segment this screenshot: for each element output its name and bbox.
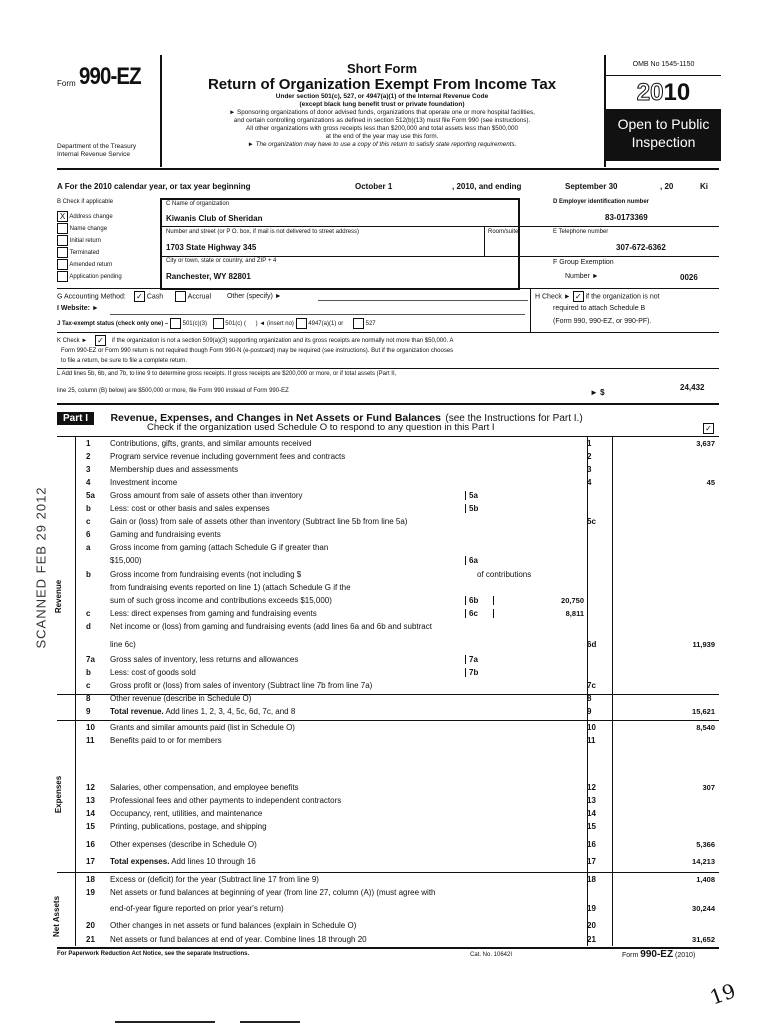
l-text-2: line 25, column (B) below) are $500,000 or more, file Form 990 instead of Form 990-EZ [57,388,289,394]
line-value-9[interactable]: 15,621 [692,707,715,716]
h-text-3: (Form 990, 990-EZ, or 990-PF). [553,318,652,325]
line-description: Gross amount from sale of assets other than inventory [110,491,303,500]
tax-exempt-status-row [57,318,376,329]
form-id-block [57,55,162,167]
checkbox-accrual[interactable] [175,291,186,302]
line-code: 14 [587,809,596,818]
h-text-2: required to attach Schedule B [553,305,646,312]
checkbox-label: Address change [69,214,113,221]
line-code: 21 [587,935,596,944]
line-code: 16 [587,840,596,849]
street-label: Number and street (or P O. box, if mail is not delivered to street address) [166,229,359,235]
line-code: 8 [587,694,592,703]
h-label: H Check ► [535,293,571,301]
checkbox-icon[interactable] [57,259,68,270]
line-3-row [75,465,718,478]
line-16-row [75,840,718,853]
website-label: I Website: ► [57,305,99,312]
org-name-value[interactable]: Kiwanis Club of Sheridan [166,214,263,223]
line-number: 20 [86,921,95,930]
open-to-public [606,109,721,161]
line-description: Other expenses (describe in Schedule O) [110,840,257,849]
city-label: City or town, state or country, and ZIP + 4 [166,258,277,264]
line-number: 8 [86,694,91,703]
header-rule [57,168,719,170]
ein-label: D Employer identification number [553,199,650,205]
of-contributions-label: of contributions [477,570,532,579]
line-value-19[interactable]: 30,244 [692,904,715,913]
checkbox-label: Application pending [69,274,122,281]
checkbox-address-change[interactable] [57,211,122,223]
year-bold: 10 [663,79,691,106]
checkbox-4947[interactable] [296,318,307,329]
line-code: 6c [465,609,493,618]
tax-exempt-label: J Tax-exempt status (check only one) – [57,321,169,328]
checkbox-icon[interactable] [57,223,68,234]
line-number: 6 [86,530,91,539]
line-description: Gain or (loss) from sale of assets other than inventory (Subtract line 5b from line 5a) [110,517,408,526]
line-description-bold: Total revenue. [110,707,164,716]
line-number: c [86,681,91,690]
line-code: 18 [587,875,596,884]
divider [518,256,719,257]
l-arrow: ► $ [590,388,605,397]
sponsoring-1: ► Sponsoring organizations of donor advised funds, organizations that operate one or more hospital facilities, [229,109,535,116]
org-name-label: C Name of organization [166,201,230,207]
line-description: Gross income from fundraising events (not including $ [110,570,302,579]
line-description: sum of such gross income and contributions exceeds $15,000) [110,596,332,605]
accounting-method-label: G Accounting Method: [57,293,126,301]
bottom-bleed-rule [240,1021,300,1023]
divider [162,226,518,227]
checkbox-label: Terminated [69,250,100,257]
line-value-6c[interactable]: 8,811 [493,609,584,618]
line-number: 3 [86,465,91,474]
sponsoring-2: and certain controlling organizations as defined in section 512(b)(13) must file Form 990 (see instructions). [233,117,531,124]
checkbox-label: Name change [69,226,108,233]
line-number: b [86,668,91,677]
line-code: 17 [587,857,596,866]
form-label: Form [57,79,76,88]
title-short: Short Form [346,61,418,76]
line-description: $15,000) [110,556,142,565]
line-number: 19 [86,888,95,897]
line-code: 7c [587,681,596,690]
line-6d-row-2 [75,640,718,653]
open-public-line1: Open to Public [617,116,710,132]
line-code: 20 [587,921,596,930]
line-description: Excess or (deficit) for the year (Subtract line 17 from line 9) [110,875,319,884]
schedule-b-check [535,291,660,302]
divider [57,436,719,437]
section-b-label: B Check if applicable [57,199,114,205]
other-method-label: Other (specify) ► [226,293,282,301]
line-description: Salaries, other compensation, and employee benefits [110,783,299,792]
line-number: 11 [86,736,95,745]
line-number: b [86,504,91,513]
checkbox-icon[interactable] [57,235,68,246]
checkbox-icon[interactable] [57,271,68,282]
line-number: 2 [86,452,91,461]
line-6b-row-3 [75,596,718,609]
section-k [57,335,719,366]
line-code: 6b [465,596,493,605]
end-year-label: , 20 [660,182,674,191]
line-description: Grants and similar amounts paid (list in Schedule O) [110,723,295,732]
checkbox-k[interactable]: ✓ [95,335,106,346]
checkbox-name-change[interactable] [57,223,122,235]
divider [57,368,719,369]
line-number: 16 [86,840,95,849]
tax-year-end[interactable]: September 30 [565,182,618,191]
divider [57,332,719,333]
line-description-bold: Total expenses. [110,857,170,866]
line-description: Less: direct expenses from gaming and fundraising events [110,609,317,618]
room-suite-label: Room/suite [488,229,519,235]
line-value-6b[interactable]: 20,750 [493,596,584,605]
line-code: 6d [587,640,597,649]
group-number-label: Number ► [565,273,599,280]
line-number: 18 [86,875,95,884]
line-description: Gross profit or (loss) from sales of inventory (Subtract line 7b from line 7a) [110,681,373,690]
other-specify-field[interactable] [318,300,528,301]
line-number: 5a [86,491,95,500]
line-6b-row-1 [75,570,718,583]
line-11-row [75,736,718,749]
department [57,143,136,159]
line-code: 7a [465,655,493,664]
line-description: Investment income [110,478,178,487]
line-4-row [75,478,718,491]
part1-bottom-rule [57,947,719,949]
all-other-2: at the end of the year may use this form. [325,133,439,140]
paperwork-notice: For Paperwork Reduction Act Notice, see the separate Instructions. [57,951,250,957]
line-value-1[interactable]: 3,637 [696,439,715,448]
line-value-16[interactable]: 5,366 [696,840,715,849]
line-code: 6a [465,556,493,565]
checkbox-label: Initial return [69,238,102,245]
checkbox-cash[interactable]: ✓ [134,291,145,302]
line-description: Program service revenue including government fees and contracts [110,452,346,461]
k-text-2: Form 990-EZ or Form 990 return is not required though Form 990-N (e-postcard) may be required (see instructions). But if the organization chooses [61,348,454,355]
line-code: 10 [587,723,596,732]
footer-form-label: Form [622,952,639,959]
tax-year-begin[interactable]: October 1 [355,182,393,191]
h-text-1: if the organization is not [585,293,660,301]
line-description: Net income or (loss) from gaming and fundraising events (add lines 6a and 6b and subtract [110,622,432,631]
line-code: 15 [587,822,596,831]
line-14-row [75,809,718,822]
line-code: 9 [587,707,592,716]
line-number: 4 [86,478,91,487]
line-description: Printing, publications, postage, and shipping [110,822,267,831]
under-section: Under section 501(c), 527, or 4947(a)(1) of the Internal Revenue Code [275,93,489,100]
line-number: 10 [86,723,95,732]
footer-form-number: 990-EZ [640,949,674,960]
insert-no: ) ◄ (insert no) [255,321,294,328]
part1-title: Revenue, Expenses, and Changes in Net Assets or Fund Balances [110,412,441,424]
line-description: Membership dues and assessments [110,465,239,474]
line-code: 3 [587,465,592,474]
line-8-row [75,694,718,707]
scanned-stamp: SCANNED FEB 29 2012 [33,486,49,649]
line-7c-row [75,681,718,694]
phone-value[interactable]: 307-672-6362 [616,243,666,252]
checkbox-icon[interactable] [57,247,68,258]
accounting-method-row [57,291,282,302]
line-number: 9 [86,707,91,716]
line-10-row [75,723,718,736]
form-title-block [162,55,602,167]
form-number: 990-EZ [79,63,141,90]
line-6-row [75,530,718,543]
divider [484,226,485,256]
line-description: Net assets or fund balances at end of year. Combine lines 18 through 20 [110,935,367,944]
line-code: 11 [587,736,596,745]
line-value-6d[interactable]: 11,939 [692,640,715,649]
line-5b-row [75,504,718,517]
line-description: Contributions, gifts, grants, and similar amounts received [110,439,312,448]
line-code: 19 [587,904,596,913]
line-19-row-2 [75,904,718,917]
part1-tag: Part I [57,412,94,425]
opt-501c3: 501(c)(3) [182,321,207,328]
checkbox-schedule-b[interactable]: ✓ [573,291,584,302]
line-number: c [86,609,91,618]
line-number: 13 [86,796,95,805]
group-number-value[interactable]: 0026 [680,273,698,282]
line-value-17[interactable]: 14,213 [692,857,715,866]
line-number: 7a [86,655,95,664]
checkbox-initial-return[interactable] [57,235,122,247]
checkbox-527[interactable] [353,318,364,329]
section-divider [57,872,719,873]
line-18-row [75,875,718,888]
line-description: Net assets or fund balances at beginning of year (from line 27, column (A)) (must agree with [110,888,436,897]
handwritten-page-number: 19 [706,978,739,1010]
k-text-1: if the organization is not a section 509(a)(3) supporting organization and its gross receipts are normally not more than $50,000. A [111,338,454,345]
all-other-1: All other organizations with gross receipts less than $200,000 and total assets less than $500,000 [246,125,518,132]
line-description: end-of-year figure reported on prior year's return) [110,904,284,913]
accrual-label: Accrual [187,293,211,301]
omb-block [604,55,721,167]
side-label-revenue: Revenue [54,579,64,614]
line-description: Benefits paid to or for members [110,736,222,745]
cash-label: Cash [146,293,164,301]
line-value-18[interactable]: 1,408 [696,875,715,884]
line-value-21[interactable]: 31,652 [692,935,715,944]
line-6a-row-1 [75,543,718,556]
line-description: Gaming and fundraising events [110,530,221,539]
line-description: Occupancy, rent, utilities, and maintenance [110,809,263,818]
checkbox-501c3[interactable] [170,318,181,329]
line-number: 21 [86,935,95,944]
line-6c-row [75,609,718,622]
gross-receipts-value[interactable]: 24,432 [680,383,705,392]
line-code: 1 [587,439,592,448]
omb-number: OMB No 1545-1150 [606,55,721,76]
phone-label: E Telephone number [553,229,609,235]
line-number: 15 [86,822,95,831]
k-label: K Check ► [57,338,88,345]
opt-4947: 4947(a)(1) or [308,321,344,328]
line-15-row [75,822,718,835]
divider [530,288,531,332]
line-6a-row-2 [75,556,718,569]
divider [57,288,719,289]
l-text-1: L Add lines 5b, 6b, and 7b, to line 9 to determine gross receipts. If gross receipts are $200,000 or more, or if total assets (Part II, [57,371,397,377]
line-description: Professional fees and other payments to independent contractors [110,796,342,805]
line-2-row [75,452,718,465]
line-a-mid: , 2010, and ending [452,182,522,191]
line-code: 5c [587,517,596,526]
line-7b-row [75,668,718,681]
line-number: 14 [86,809,95,818]
line-19-row-1 [75,888,718,901]
group-exemption-label: F Group Exemption [553,259,614,266]
line-code: 12 [587,783,596,792]
line-value-12[interactable]: 307 [702,783,715,792]
k-text-3: to file a return, be sure to file a complete return. [61,358,188,365]
website-field[interactable] [110,314,525,315]
cat-number: Cat. No. 10642I [470,952,513,958]
bottom-bleed-rule [115,1021,215,1023]
line-code: 5b [465,504,493,513]
line-number: c [86,517,91,526]
line-description: Less: cost of goods sold [110,668,196,677]
organization-info-box [160,198,520,290]
schedule-o-question: Check if the organization used Schedule O to respond to any question in this Part I [147,422,495,433]
line-description: line 6c) [110,640,136,649]
side-label-net-assets: Net Assets [52,895,62,938]
part1-title-note: (see the Instructions for Part I.) [445,413,583,424]
except-line: (except black lung benefit trust or private foundation) [299,101,465,108]
line-code: 5a [465,491,493,500]
line-description: Gross sales of inventory, less returns and allowances [110,655,299,664]
line-description: Add lines 10 through 16 [171,857,256,866]
divider [57,403,719,405]
line-description: Other changes in net assets or fund balances (explain in Schedule O) [110,921,357,930]
checkbox-schedule-o[interactable]: ✓ [703,423,714,434]
line-6b-row-2 [75,583,718,596]
line-value-10[interactable]: 8,540 [696,723,715,732]
divider [162,256,518,257]
footer-form-id [622,949,695,960]
line-9-row [75,707,718,720]
line-12-row [75,783,718,796]
line-value-4[interactable]: 45 [706,478,715,487]
line-description: Add lines 1, 2, 3, 4, 5c, 6d, 7c, and 8 [165,707,296,716]
line-code: 2 [587,452,592,461]
title-main: Return of Organization Exempt From Income Tax [207,76,557,93]
line-number: b [86,570,91,579]
open-public-line2: Inspection [631,134,696,150]
checkbox-501c[interactable] [213,318,224,329]
section-divider [57,720,719,721]
line-20-row [75,921,718,934]
line-description: Gross income from gaming (attach Schedule G if greater than [110,543,329,552]
end-year-value[interactable]: Ki [700,182,708,191]
side-label-expenses: Expenses [54,775,64,814]
line-number: 1 [86,439,91,448]
line-a-label: A For the 2010 calendar year, or tax year beginning [57,182,251,191]
line-number: 17 [86,857,95,866]
tax-year [606,76,721,109]
checkbox-amended-return[interactable] [57,259,122,271]
footer-form-year: (2010) [675,952,696,959]
opt-501c: 501(c) ( [225,321,246,328]
line-17-row [75,857,718,870]
opt-527: 527 [365,321,376,328]
line-6d-row-1 [75,622,718,635]
checkbox-label: Amended return [69,262,113,269]
line-description: Less: cost or other basis and sales expenses [110,504,270,513]
line-code: 7b [465,668,493,677]
checkbox-icon[interactable]: X [57,211,68,222]
checkbox-terminated[interactable] [57,247,122,259]
line-5a-row [75,491,718,504]
line-number: d [86,622,91,631]
year-hollow: 20 [636,79,664,106]
line-7a-row [75,655,718,668]
line-number: a [86,543,91,552]
line-number: 12 [86,783,95,792]
street-value[interactable]: 1703 State Highway 345 [166,243,257,252]
line-description: from fundraising events reported on line 1) (attach Schedule G if the [110,583,351,592]
state-note: ► The organization may have to use a copy of this return to satisfy state reporting requirements. [247,141,517,148]
line-code: 13 [587,796,596,805]
line-5c-row [75,517,718,530]
city-value[interactable]: Ranchester, WY 82801 [166,272,251,281]
divider [518,226,719,227]
department-name: Department of the Treasury [57,143,137,150]
ein-value[interactable]: 83-0173369 [605,213,648,222]
irs-name: Internal Revenue Service [57,151,130,158]
line-1-row [75,439,718,452]
section-b-checklist [57,211,122,283]
line-code: 4 [587,478,592,487]
line-description: Other revenue (describe in Schedule O) [110,694,252,703]
checkbox-application-pending[interactable] [57,271,122,283]
line-13-row [75,796,718,809]
